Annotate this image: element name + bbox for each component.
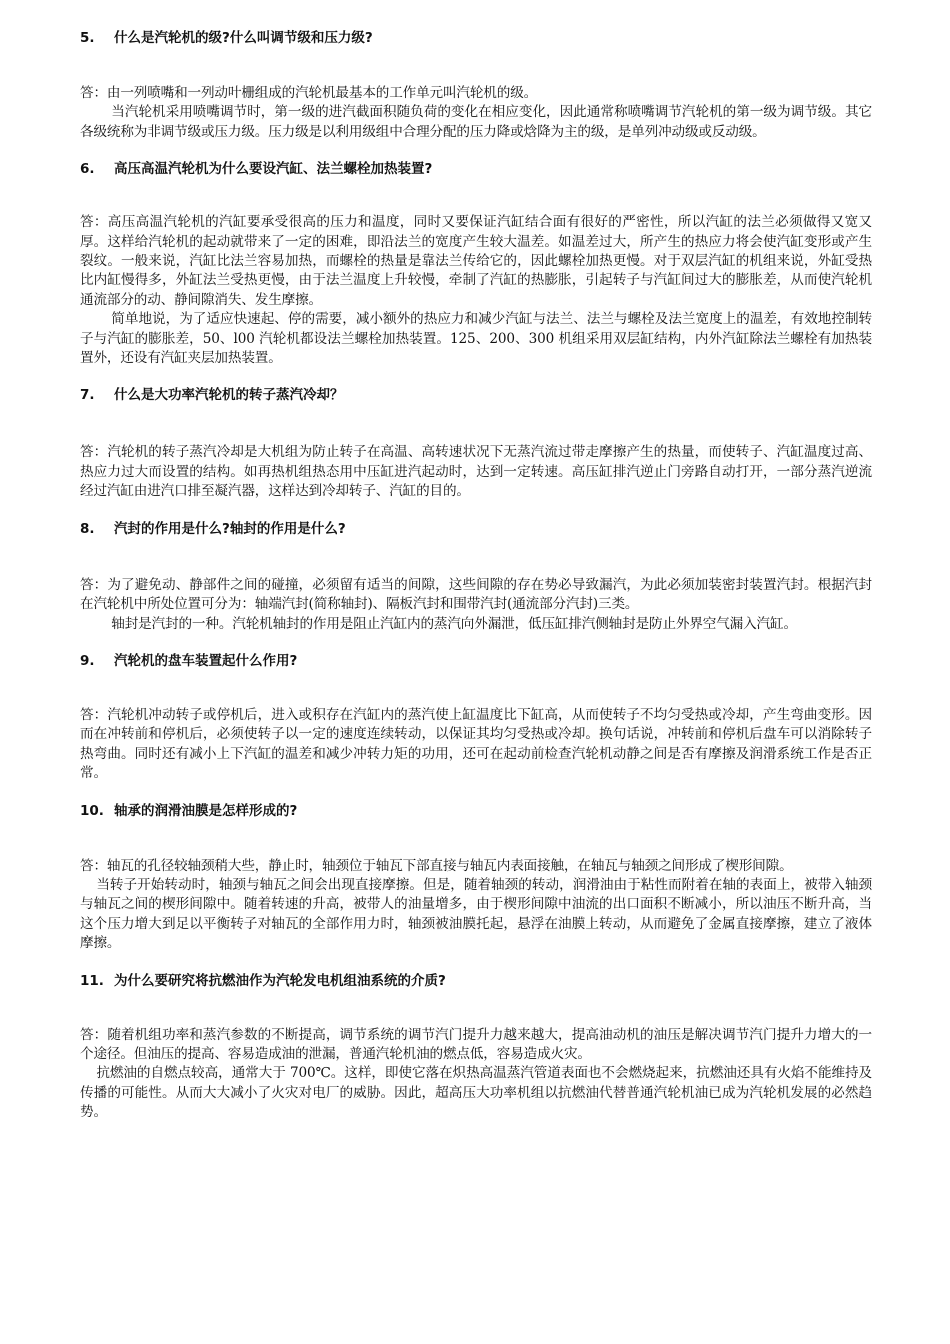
question-number: 8. bbox=[80, 520, 95, 537]
question-number: 5. bbox=[80, 30, 95, 46]
answer-block bbox=[80, 576, 872, 634]
answer-paragraph: 答：高压高温汽轮机的汽缸要承受很高的压力和温度，同时又要保证汽缸结合面有很好的严密性，所以汽缸的法兰必须做得又宽又厚。这样给汽轮机的起动就带来了一定的困难，即沿法兰的宽度产生较大温差。如温差过大，所产生的热应力将会使汽缸变形或产生裂纹。一般来说，汽缸比法兰容易加热，而螺栓的热量是靠法兰传给它的，因此螺栓加热更慢。对于双层汽缸的机组来说，外缸受热比内缸慢得多，外缸法兰受热更慢，由于法兰温度上升较慢，牵制了汽缸的热膨胀，引起转子与汽缸间过大的膨胀差，从而使汽轮机通流部分的动、静间隙消失、发生摩擦。 bbox=[80, 214, 872, 308]
answer-paragraph: 轴封是汽封的一种。汽轮机轴封的作用是阻止汽缸内的蒸汽向外漏泄，低压缸排汽侧轴封是防止外界空气漏入汽缸。 bbox=[111, 615, 797, 632]
question-heading bbox=[80, 159, 872, 179]
question-heading bbox=[80, 651, 872, 671]
question-heading bbox=[80, 801, 872, 821]
answer-paragraph: 答：汽轮机冲动转子或停机后，进入或积存在汽缸内的蒸汽使上缸温度比下缸高，从而使转子不均匀受热或冷却，产生弯曲变形。因而在冲转前和停机后，必须使转子以一定的速度连续转动，以保证其均匀受热或冷却。换句话说，冲转前和停机后盘车可以消除转子热弯曲。同时还有减小上下汽缸的温差和减少冲转力矩的功用，还可在起动前检查汽轮机动静之间是否有摩擦及润滑系统工作是否正常。 bbox=[80, 706, 872, 782]
answer-paragraph: 答：轴瓦的孔径较轴颈稍大些，静止时，轴颈位于轴瓦下部直接与轴瓦内表面接触，在轴瓦与轴颈之间形成了楔形间隙。 bbox=[80, 857, 793, 874]
question-number: 9. bbox=[80, 652, 95, 669]
question-text: 轴承的润滑油膜是怎样形成的? bbox=[114, 802, 298, 819]
answer-paragraph: 抗燃油的自燃点较高，通常大于 700℃。这样，即使它落在炽热高温蒸汽管道表面也不会燃烧起来，抗燃油还具有火焰不能维持及传播的可能性。从而大大减小了火灾对电厂的威胁。因此，超高压大功率机组以抗燃油代替普通汽轮机油已成为汽轮机发展的必然趋势。 bbox=[80, 1065, 872, 1121]
qa-section-10 bbox=[80, 801, 872, 954]
question-text: 汽轮机的盘车装置起什么作用? bbox=[114, 652, 298, 669]
answer-paragraph: 答：汽轮机的转子蒸汽冷却是大机组为防止转子在高温、高转速状况下无蒸汽流过带走摩擦产生的热量，而使转子、汽缸温度过高、热应力过大而设置的结构。如再热机组热态用中压缸进汽起动时，达到一定转速。高压缸排汽逆止门旁路自动打开，一部分蒸汽逆流经过汽缸由进汽口排至凝汽器，这样达到冷却转子、汽缸的目的。 bbox=[80, 444, 872, 500]
answer-block bbox=[80, 443, 872, 501]
document-page bbox=[80, 28, 872, 1123]
question-heading bbox=[80, 519, 872, 539]
answer-paragraph: 答：为了避免动、静部件之间的碰撞，必须留有适当的间隙，这些间隙的存在势必导致漏汽，为此必须加装密封装置汽封。根据汽封在汽轮机中所处位置可分为：轴端汽封(简称轴封)、隔板汽封和围带汽封(通流部分汽封)三类。 bbox=[80, 576, 872, 613]
question-text: 什么是大功率汽轮机的转子蒸汽冷却？ bbox=[114, 387, 344, 404]
question-text: 汽封的作用是什么?轴封的作用是什么? bbox=[114, 520, 346, 537]
qa-section-7 bbox=[80, 385, 872, 501]
question-number: 6. bbox=[80, 161, 95, 178]
qa-section-8 bbox=[80, 519, 872, 634]
question-number: 10. bbox=[80, 802, 104, 819]
answer-paragraph: 答：随着机组功率和蒸汽参数的不断提高，调节系统的调节汽门提升力越来越大，提高油动机的油压是解决调节汽门提升力增大的一个途径。但油压的提高、容易造成油的泄漏，普通汽轮机油的燃点低，容易造成火灾。 bbox=[80, 1026, 872, 1062]
answer-paragraph: 答：由一列喷嘴和一列动叶栅组成的汽轮机最基本的工作单元叫汽轮机的级。 bbox=[80, 85, 538, 101]
qa-section-6 bbox=[80, 159, 872, 368]
qa-section-11 bbox=[80, 971, 872, 1123]
question-text: 为什么要研究将抗燃油作为汽轮发电机组油系统的介质? bbox=[114, 972, 446, 989]
answer-block bbox=[80, 213, 872, 368]
question-text: 什么是汽轮机的级?什么叫调节级和压力级? bbox=[114, 30, 373, 46]
question-heading bbox=[80, 385, 872, 405]
question-text: 高压高温汽轮机为什么要设汽缸、法兰螺栓加热装置? bbox=[114, 161, 433, 178]
answer-block bbox=[80, 84, 872, 142]
qa-section-9 bbox=[80, 651, 872, 784]
answer-block bbox=[80, 706, 872, 784]
answer-paragraph: 简单地说，为了适应快速起、停的需要，减小额外的热应力和减少汽缸与法兰、法兰与螺栓及法兰宽度上的温差，有效地控制转子与汽缸的膨胀差，50、l00 汽轮机都设法兰螺栓加热装置。125、200、300 机组采用双层缸结构，内外汽缸除法兰螺栓有加热装置外，还设有汽缸夹层加热装置。 bbox=[80, 311, 872, 367]
question-heading bbox=[80, 971, 872, 991]
qa-section-5 bbox=[80, 28, 872, 142]
question-number: 7. bbox=[80, 387, 95, 404]
answer-paragraph: 当汽轮机采用喷嘴调节时，第一级的进汽截面积随负荷的变化在相应变化，因此通常称喷嘴调节汽轮机的第一级为调节级。其它各级统称为非调节级或压力级。压力级是以利用级组中合理分配的压力降或焓降为主的级，是单列冲动级或反动级。 bbox=[80, 104, 872, 140]
answer-paragraph: 当转子开始转动时，轴颈与轴瓦之间会出现直接摩擦。但是，随着轴颈的转动，润滑油由于粘性而附着在轴的表面上，被带入轴颈与轴瓦之间的楔形间隙中。随着转速的升高，被带人的油量增多，由于楔形间隙中油流的出口面积不断减小，所以油压不断升高，当这个压力增大到足以平衡转子对轴瓦的全部作用力时，轴颈被油膜托起，悬浮在油膜上转动，从而避免了金属直接摩擦，建立了液体摩擦。 bbox=[80, 876, 872, 952]
question-number: 11. bbox=[80, 972, 104, 989]
answer-block bbox=[80, 857, 872, 954]
answer-block bbox=[80, 1026, 872, 1123]
question-heading bbox=[80, 28, 872, 48]
